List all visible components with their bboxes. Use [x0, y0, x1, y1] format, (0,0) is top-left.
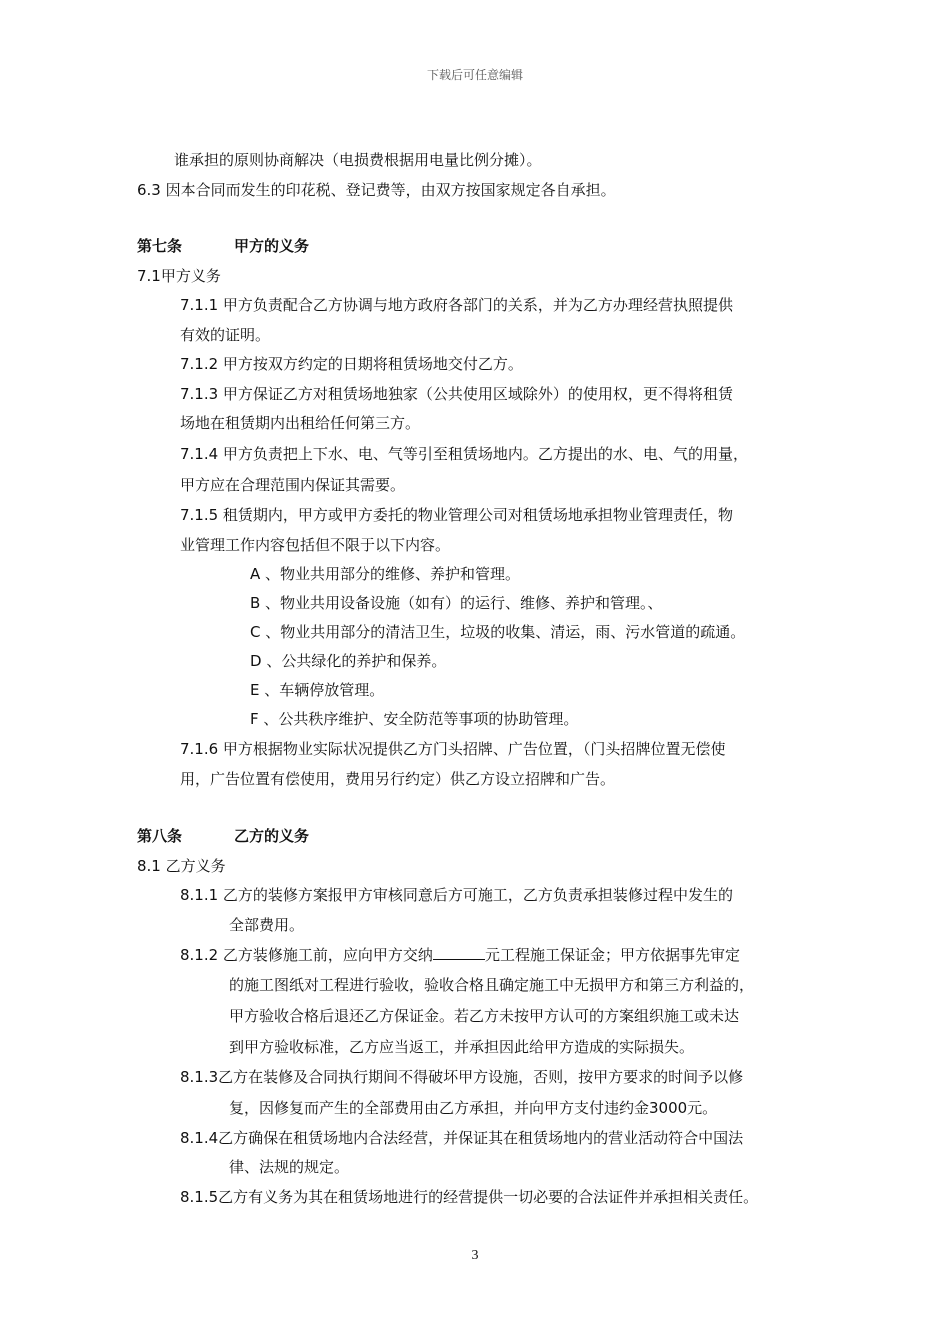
clause-8-1-2-before: 8.1.2 乙方装修施工前，应向甲方交纳	[180, 946, 433, 964]
clause-7-1-1-cont: 有效的证明。	[180, 326, 271, 344]
clause-8-1-2	[180, 945, 740, 965]
clause-7-1-6: 7.1.6 甲方根据物业实际状况提供乙方门头招牌、广告位置，（门头招牌位置无偿使	[180, 740, 726, 758]
clause-8-1-5: 8.1.5乙方有义务为其在租赁场地进行的经营提供一切必要的合法证件并承担相关责任。	[180, 1188, 759, 1206]
article-7-title: 甲方的义务	[234, 237, 310, 255]
article-8-number: 第八条	[137, 827, 183, 845]
list-item-f: F 、公共秩序维护、安全防范等事项的协助管理。	[250, 710, 579, 728]
clause-7-1-5: 7.1.5 租赁期内，甲方或甲方委托的物业管理公司对租赁场地承担物业管理责任，物	[180, 506, 733, 524]
paragraph-line: 谁承担的原则协商解决（电损费根据用电量比例分摊）。	[174, 151, 542, 169]
clause-7-1-2: 7.1.2 甲方按双方约定的日期将租赁场地交付乙方。	[180, 355, 523, 373]
clause-8-1-2-cont-1: 的施工图纸对工程进行验收，验收合格且确定施工中无损甲方和第三方利益的，	[229, 976, 755, 994]
clause-8-1-2-cont-2: 甲方验收合格后退还乙方保证金。若乙方未按甲方认可的方案组织施工或未达	[229, 1007, 740, 1025]
clause-7-1-3-cont: 场地在租赁期内出租给任何第三方。	[180, 414, 421, 432]
list-item-b: B 、物业共用设备设施（如有）的运行、维修、养护和管理。、	[250, 594, 663, 612]
clause-7-1-3: 7.1.3 甲方保证乙方对租赁场地独家（公共使用区域除外）的使用权，更不得将租赁	[180, 385, 733, 403]
list-item-e: E 、车辆停放管理。	[250, 681, 385, 699]
clause-8-1-3-cont: 复，因修复而产生的全部费用由乙方承担，并向甲方支付违约金3000元。	[229, 1099, 718, 1117]
clause-7-1-4-cont: 甲方应在合理范围内保证其需要。	[180, 476, 406, 494]
article-7-heading	[137, 236, 309, 256]
clause-6-3: 6.3 因本合同而发生的印花税、登记费等，由双方按国家规定各自承担。	[137, 181, 616, 199]
list-item-c: C 、物业共用部分的清洁卫生，垃圾的收集、清运，雨、污水管道的疏通。	[250, 623, 746, 641]
clause-7-1-5-cont: 业管理工作内容包括但不限于以下内容。	[180, 536, 451, 554]
article-7-number: 第七条	[137, 237, 183, 255]
clause-8-1-1-cont: 全部费用。	[229, 916, 305, 934]
clause-7-1-6-cont: 用，广告位置有偿使用，费用另行约定）供乙方设立招牌和广告。	[180, 770, 616, 788]
page-header: 下载后可任意编辑	[426, 68, 523, 82]
list-item-d: D 、公共绿化的养护和保养。	[250, 652, 447, 670]
clause-8-1-1: 8.1.1 乙方的装修方案报甲方审核同意后方可施工，乙方负责承担装修过程中发生的	[180, 886, 733, 904]
clause-7-1: 7.1甲方义务	[137, 267, 221, 285]
article-8-title: 乙方的义务	[234, 827, 310, 845]
clause-8-1-4-cont: 律、法规的规定。	[229, 1158, 350, 1176]
list-item-a: A 、物业共用部分的维修、养护和管理。	[250, 565, 521, 583]
page-number: 3	[471, 1248, 479, 1263]
deposit-amount-blank	[433, 945, 485, 960]
clause-7-1-1: 7.1.1 甲方负责配合乙方协调与地方政府各部门的关系，并为乙方办理经营执照提供	[180, 296, 733, 314]
clause-8-1-3: 8.1.3乙方在装修及合同执行期间不得破坏甲方设施，否则，按甲方要求的时间予以修	[180, 1068, 744, 1086]
clause-8-1-2-after: 元工程施工保证金；甲方依据事先审定	[484, 946, 740, 964]
clause-7-1-4: 7.1.4 甲方负责把上下水、电、气等引至租赁场地内。乙方提出的水、电、气的用量，	[180, 445, 748, 463]
clause-8-1: 8.1 乙方义务	[137, 857, 226, 875]
clause-8-1-2-cont-3: 到甲方验收标准，乙方应当返工，并承担因此给甲方造成的实际损失。	[229, 1038, 695, 1056]
article-8-heading	[137, 826, 309, 846]
clause-8-1-4: 8.1.4乙方确保在租赁场地内合法经营，并保证其在租赁场地内的营业活动符合中国法	[180, 1129, 744, 1147]
